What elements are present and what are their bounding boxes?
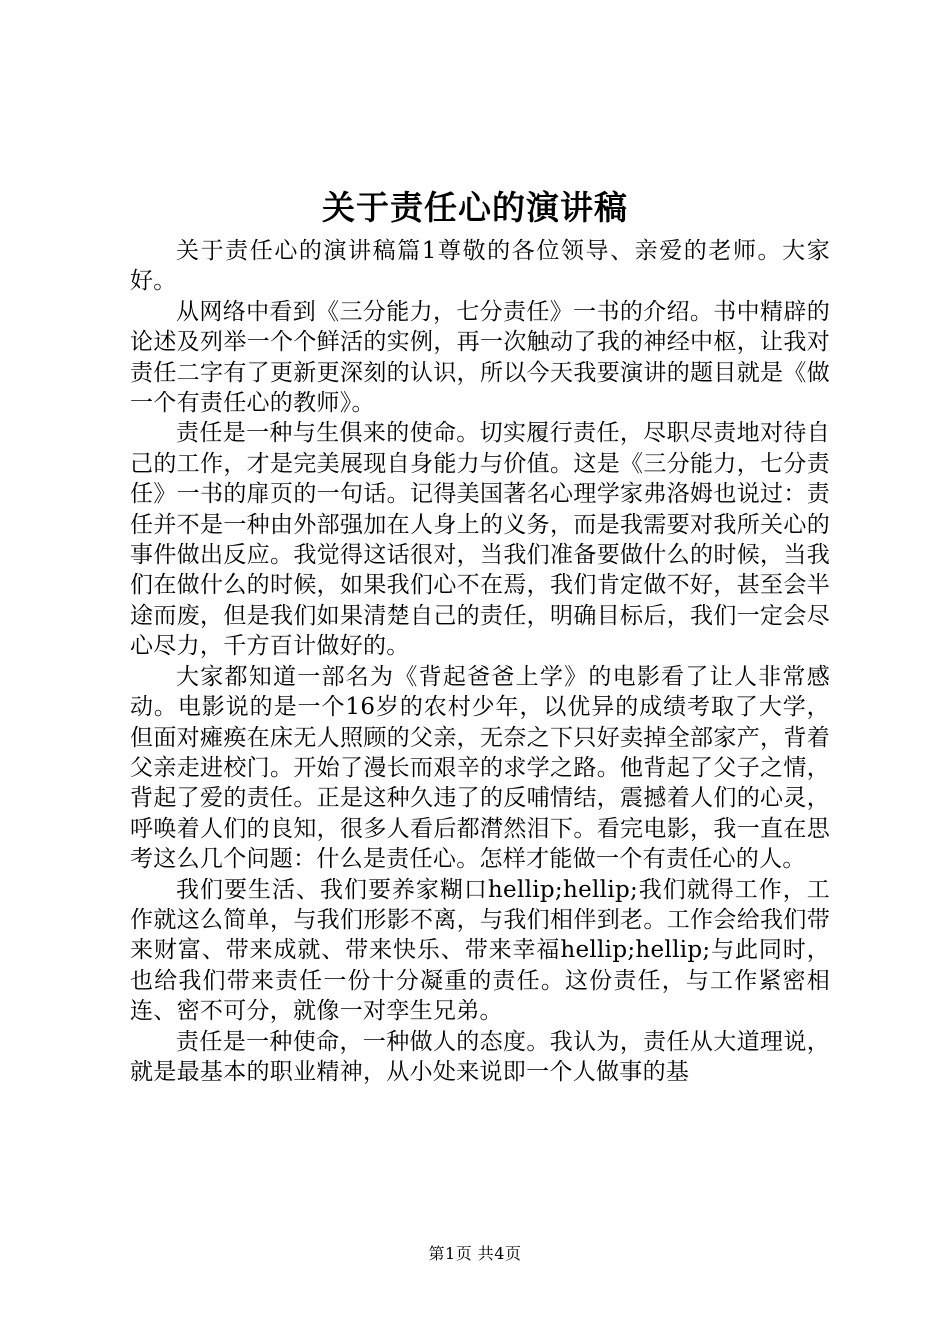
page-number-footer: 第1页 共4页 [428,1244,522,1263]
paragraph: 关于责任心的演讲稿篇1尊敬的各位领导、亲爱的老师。大家好。 [130,238,830,295]
paragraph: 从网络中看到《三分能力，七分责任》一书的介绍。书中精辟的论述及列举一个个鲜活的实例，再一次触动了我的神经中枢，让我对责任二字有了更新更深刻的认识，所以今天我要演讲的题目就是《做一个有责任心的教师》。 [130,298,830,417]
document-body [130,236,830,1087]
paragraph: 责任是一种使命，一种做人的态度。我认为，责任从大道理说，就是最基本的职业精神，从小处来说即一个人做事的基 [130,1028,830,1085]
paragraph: 大家都知道一部名为《背起爸爸上学》的电影看了让人非常感动。电影说的是一个16岁的农村少年，以优异的成绩考取了大学，但面对瘫痪在床无人照顾的父亲，无奈之下只好卖掉全部家产，背着父亲走进校门。开始了漫长而艰辛的求学之路。他背起了父子之情，背起了爱的责任。正是这种久违了的反哺情结，震撼着人们的心灵，呼唤着人们的良知，很多人看后都潸然泪下。看完电影，我一直在思考这么几个问题：什么是责任心。怎样才能做一个有责任心的人。 [130,663,830,873]
paragraph: 我们要生活、我们要养家糊口hellip;hellip;我们就得工作，工作就这么简单，与我们形影不离，与我们相伴到老。工作会给我们带来财富、带来成就、带来快乐、带来幸福hellip;hellip;与此同时，也给我们带来责任一份十分凝重的责任。这份责任，与工作紧密相连、密不可分，就像一对孪生兄弟。 [130,876,830,1025]
document-title: 关于责任心的演讲稿 [322,188,628,227]
paragraph: 责任是一种与生俱来的使命。切实履行责任，尽职尽责地对待自己的工作，才是完美展现自身能力与价值。这是《三分能力，七分责任》一书的扉页的一句话。记得美国著名心理学家弗洛姆也说过：责任并不是一种由外部强加在人身上的义务，而是我需要对我所关心的事件做出反应。我觉得这话很对，当我们准备要做什么的时候，当我们在做什么的时候，如果我们心不在焉，我们肯定做不好，甚至会半途而废，但是我们如果清楚自己的责任，明确目标后，我们一定会尽心尽力，千方百计做好的。 [130,420,830,660]
